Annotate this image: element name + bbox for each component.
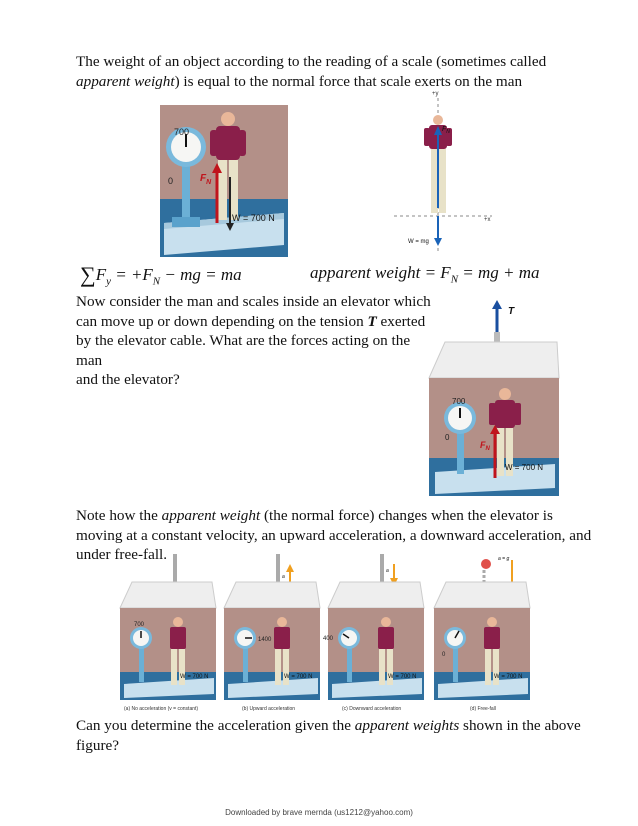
panel-b-dial: 1400	[258, 637, 272, 643]
fbd-plus-y: +y	[432, 91, 439, 97]
note-line-3: under free-fall.	[76, 546, 168, 563]
fig2-normal-force-label: $F_N$	[480, 440, 490, 452]
note-line-1b: (the normal force) changes when the elevator is	[260, 507, 553, 524]
panel-a-caption: (a) No acceleration (v = constant)	[124, 706, 199, 712]
question-line-1a: Can you determine the acceleration given the	[76, 717, 355, 734]
intro-paragraph	[76, 52, 596, 91]
panel-a	[120, 554, 216, 712]
free-body-diagram	[392, 88, 502, 258]
panel-a-dial: 700	[134, 622, 145, 628]
eq1-sub-y: y	[106, 275, 111, 288]
panel-c-caption: (c) Downward acceleration	[342, 706, 402, 712]
elevator-figure	[425, 300, 560, 496]
man-on-scale-figure	[160, 105, 288, 257]
fbd-plus-x: +x	[484, 217, 491, 223]
panel-c-weight: W = 700 N	[388, 674, 417, 680]
panel-a-weight: W = 700 N	[180, 674, 209, 680]
elevator-paragraph	[76, 292, 436, 390]
elevator-tension-label: T	[508, 306, 515, 317]
fbd-weight-label: W = mg	[408, 239, 429, 245]
elevator-line-1: Now consider the man and scales inside an elevator which	[76, 293, 431, 310]
panel-d-accel: a = g	[498, 556, 510, 562]
fig2-weight-label: W = 700 N	[505, 463, 544, 472]
eq2-rhs: = mg + ma	[458, 263, 540, 282]
question-line-1b: shown in the above	[459, 717, 581, 734]
fig2-dial-label: 700	[452, 397, 466, 406]
question-line-2: figure?	[76, 736, 120, 754]
download-footer: Downloaded by brave mernda (us1212@yahoo.com)	[225, 808, 413, 817]
fig1-weight-label: W = 700 N	[232, 213, 275, 223]
elevator-panels-figure	[118, 552, 536, 714]
tension-symbol: T	[367, 312, 377, 330]
panel-d-caption: (d) Free-fall	[470, 706, 496, 712]
sum-symbol: ∑	[80, 262, 96, 287]
eq1-mid: = +F	[110, 265, 153, 284]
note-line-2: moving at a constant velocity, an upward acceleration, a downward acceleration, and	[76, 526, 592, 544]
note-apparent-weight-term: apparent weight	[161, 507, 261, 524]
elevator-line-4: and the elevator?	[76, 371, 180, 388]
panel-c	[323, 554, 424, 712]
panel-b-accel: a	[282, 574, 285, 580]
panel-c-accel: a	[386, 568, 389, 574]
fbd-normal-force-label: $F_N$	[442, 126, 450, 135]
eq2-sub-n: N	[450, 273, 459, 286]
elevator-line-3: by the elevator cable. What are the forces acting on the man	[76, 332, 411, 369]
equation-sum-forces	[80, 262, 242, 288]
note-line-1a: Note how the	[76, 507, 162, 524]
panel-d-dial: 0	[442, 652, 446, 658]
equation-apparent-weight	[310, 263, 540, 285]
panel-b-caption: (b) Upward acceleration	[242, 706, 296, 712]
panel-d-weight: W = 700 N	[494, 674, 523, 680]
eq1-f: F	[95, 265, 107, 284]
eq2-lhs: apparent weight = F	[310, 263, 451, 282]
elevator-line-2: can move up or down depending on the tension	[76, 312, 364, 330]
fig1-zero-label: 0	[168, 176, 174, 186]
eq1-rest: − mg = ma	[160, 265, 242, 284]
elevator-line-2-end: exerted	[380, 312, 426, 330]
eq1-sub-n: N	[152, 275, 161, 288]
panel-b	[224, 554, 320, 712]
fig2-zero-label: 0	[445, 433, 450, 442]
fig1-normal-force-label: $F_N$	[200, 173, 212, 186]
panel-d	[434, 556, 530, 712]
panel-b-weight: W = 700 N	[284, 674, 313, 680]
panel-c-dial: 400	[323, 636, 334, 642]
question-apparent-weights-term: apparent weights	[354, 717, 460, 734]
intro-apparent-weight-term: apparent weight	[76, 72, 175, 90]
question-paragraph	[76, 716, 596, 755]
intro-line-2: ) is equal to the normal force that scale exerts on the man	[174, 72, 523, 90]
intro-line-1: The weight of an object according to the reading of a scale (sometimes called	[76, 53, 547, 70]
fig1-dial-label: 700	[174, 127, 190, 137]
